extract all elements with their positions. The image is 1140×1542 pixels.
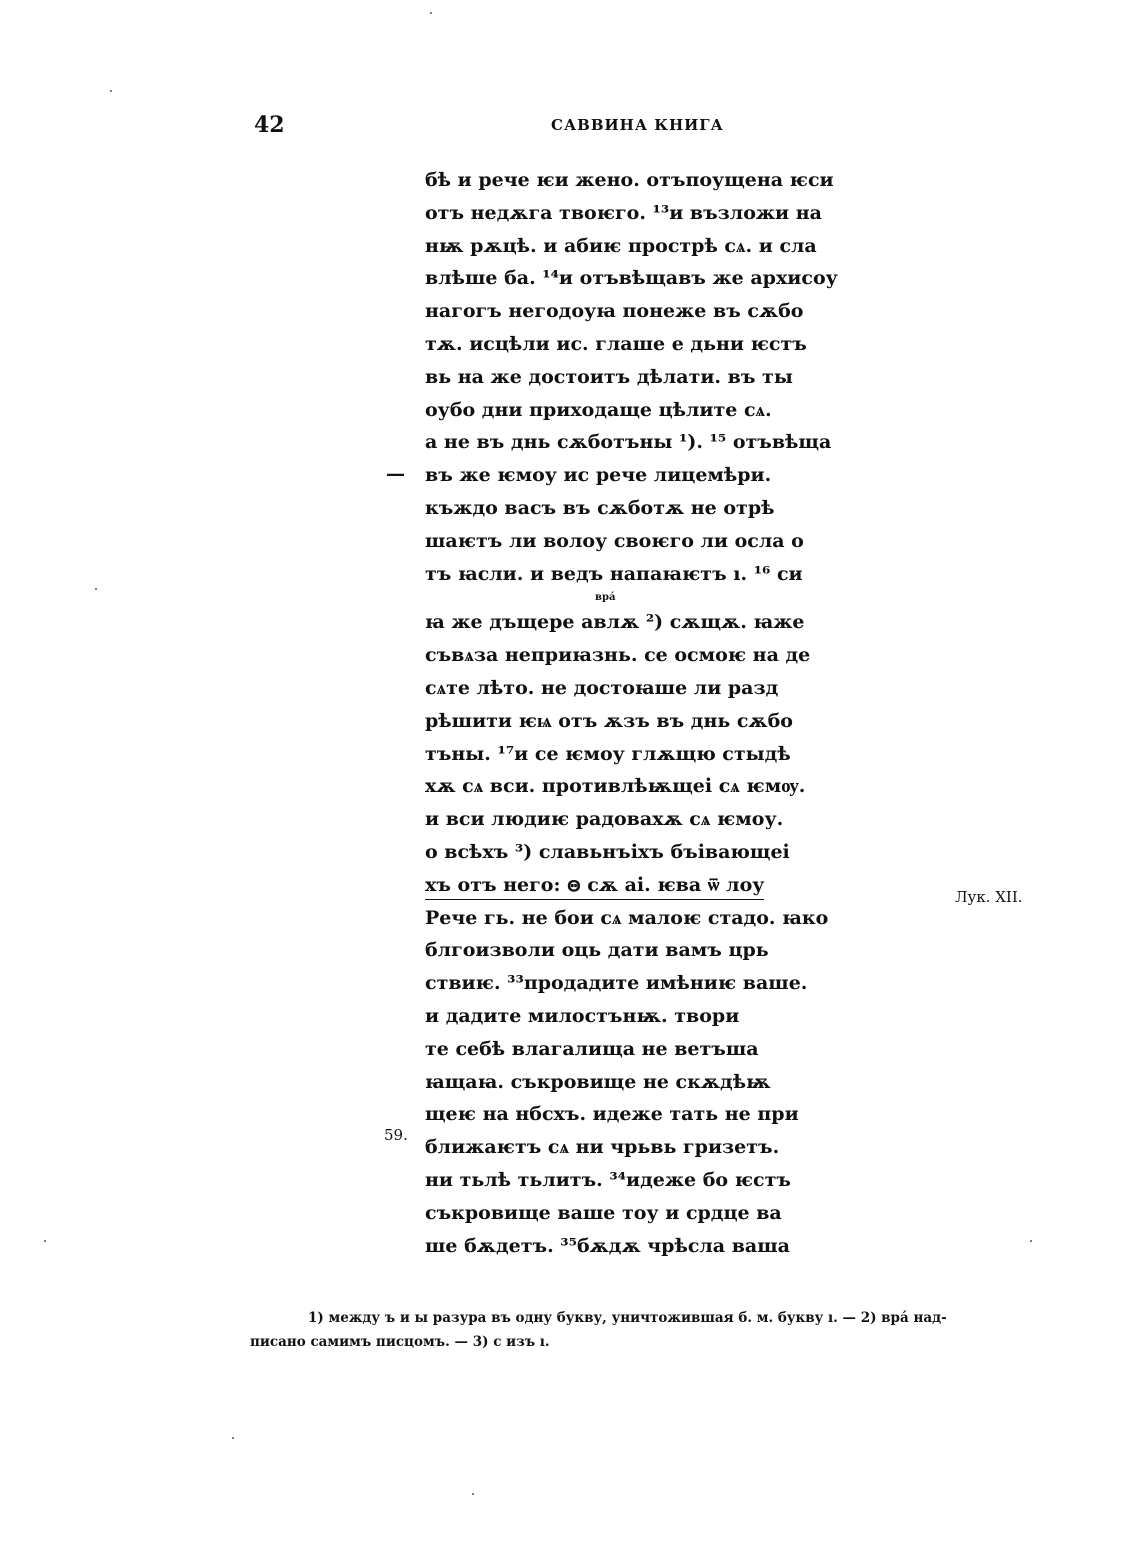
main-text — [425, 164, 885, 1262]
scan-speck — [472, 1493, 474, 1495]
scan-speck — [44, 1240, 46, 1242]
text-line: ше бѫдетъ. ³⁵бѫдѫ чрѣсла ваша — [425, 1234, 790, 1257]
text-line: те себѣ влагалища не ветъша — [425, 1037, 759, 1060]
text-line: шаѥтъ ли волоу своѥго ли осла о — [425, 529, 804, 552]
page-number: 42 — [254, 112, 285, 138]
text-line: Рече гь. не бои сѧ малоѥ стадо. ꙗко — [425, 906, 829, 929]
text-line: щеѥ на нбсхъ. идеже тать не при — [425, 1103, 799, 1126]
text-line: сѧте лѣто. не достоꙗше ли разд — [425, 676, 779, 699]
text-line: влѣше ба. ¹⁴и отъвѣщавъ же архисоу — [425, 267, 838, 290]
text-line: и вси людиѥ радовахѫ сѧ ѥмоу. — [425, 808, 784, 831]
superscript-insertion: врá — [595, 592, 616, 604]
text-line: нагогъ негодоуꙗ понеже въ сѫбо — [425, 300, 804, 323]
text-line: ꙗщаꙗ. съкровище не скѫдѣѭ — [425, 1070, 771, 1093]
text-line: и дадите милостънѭ. твори — [425, 1004, 740, 1027]
text-line: ꙗ же дъщере авлѫ ²) сѫщѫ. ꙗже — [425, 611, 805, 634]
footnotes — [250, 1306, 1060, 1354]
text-line: хѫ сѧ вси. противлѣѭщеі сѧ ѥмѹ. — [425, 775, 806, 798]
text-line-underlined — [425, 869, 885, 902]
text-line: ни тьлѣ тьлитъ. ³⁴идеже бо ѥстъ — [425, 1168, 791, 1191]
text-line: съвѧза неприꙗзнь. се осмоѥ на де — [425, 644, 811, 667]
text-line: оубо дни приходаще цѣлите сѧ. — [425, 398, 772, 421]
text-line: ствиѥ. ³³продадите имѣниѥ ваше. — [425, 972, 808, 995]
footnote-line: 1) между ъ и ы разура въ одну букву, уничтожившая б. м. букву ı. — 2) врá над- — [308, 1310, 947, 1326]
margin-verse-number: 59. — [384, 1126, 408, 1144]
running-head: САВВИНА КНИГА — [551, 116, 724, 134]
text-line: вь на же достоитъ дѣлати. въ ты — [425, 365, 793, 388]
scan-speck — [232, 1437, 234, 1439]
text-line: къждо васъ въ сѫботѫ не отрѣ — [425, 496, 775, 519]
scan-speck — [430, 12, 432, 14]
text-line: отъ недѫга твоѥго. ¹³и възложи на — [425, 201, 822, 224]
margin-reference: Лук. XII. — [955, 888, 1023, 906]
text-line: бѣ и рече ѥи жено. отъпоущена ѥси — [425, 169, 834, 191]
text-line: ближаѥтъ сѧ ни чрьвь гризетъ. — [425, 1136, 780, 1159]
underlined-text: хъ отъ него: ꙫ сѫ аі. ѥва ѿ лоу — [425, 874, 764, 900]
text-line: нѭ рѫцѣ. и абиѥ прострѣ сѧ. и сла — [425, 234, 817, 257]
text-line: тъ ꙗсли. и ведъ напаꙗѥтъ ı. ¹⁶ си — [425, 562, 803, 585]
footnote-line: писано самимъ писцомъ. — 3) с изъ ı. — [250, 1334, 550, 1350]
text-line: тѫ. исцѣли ис. глаше е дьни ѥстъ — [425, 332, 807, 355]
margin-dash: — — [386, 463, 405, 485]
text-line: съкровище ваше тоу и срдце ва — [425, 1201, 782, 1224]
text-line: рѣшити ѥѩ отъ ѫзъ въ днь сѫбо — [425, 709, 793, 732]
text-line: въ же ѥмоу ис рече лицемѣри. — [425, 464, 772, 487]
scan-speck — [1030, 1240, 1032, 1242]
text-line: блгоизволи оць дати вамъ црь — [425, 939, 769, 962]
text-line: о всѣхъ ³) славьнъіхъ бъівающеі — [425, 840, 790, 863]
scan-speck — [110, 90, 112, 92]
text-line: тъны. ¹⁷и се ѥмоу глѫщю стыдѣ — [425, 742, 791, 765]
scan-speck — [95, 588, 97, 590]
text-line: а не въ днь сѫботъны ¹). ¹⁵ отъвѣща — [425, 431, 832, 454]
